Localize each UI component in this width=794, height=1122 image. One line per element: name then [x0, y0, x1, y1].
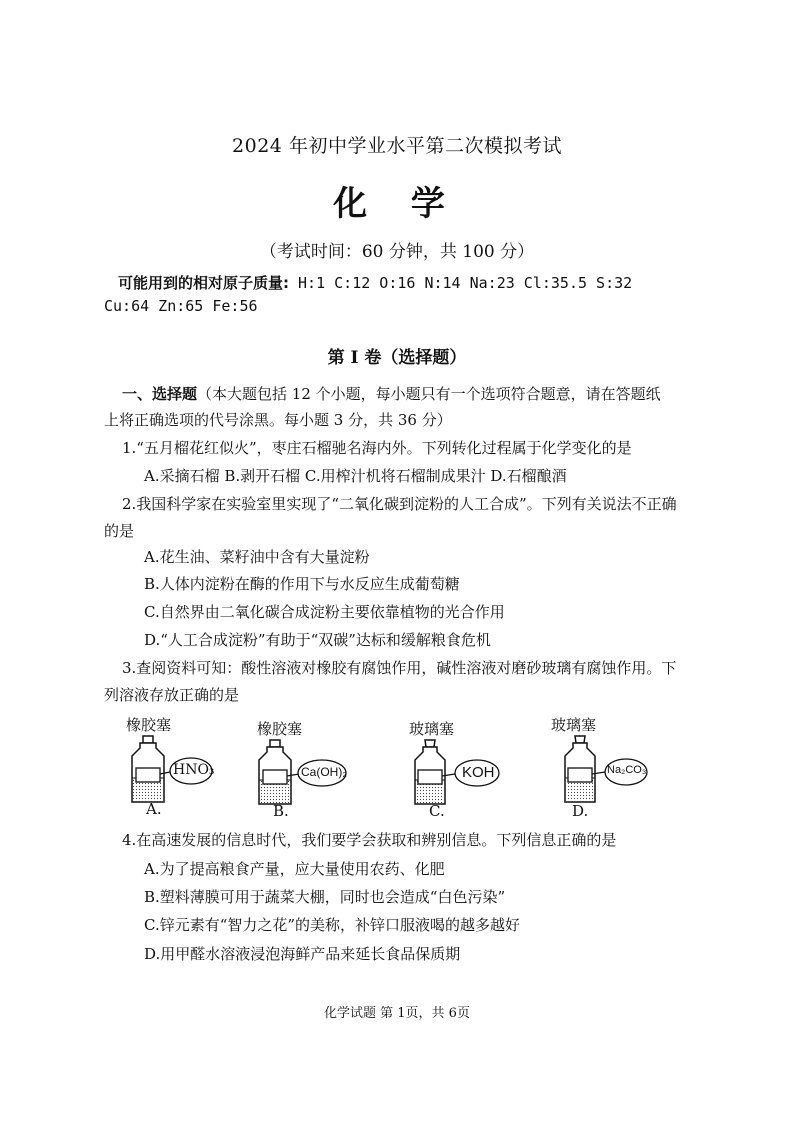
option-b-letter: B.	[273, 802, 289, 820]
atomic-mass-line-2: Cu:64 Zn:65 Fe:56	[104, 297, 258, 315]
bottle-a-stopper-label: 橡胶塞	[126, 716, 172, 734]
q4-option-a: A.为了提高粮食产量，应大量使用农药、化肥	[144, 860, 445, 878]
page-footer: 化学试题 第 1页，共 6页	[324, 1006, 470, 1021]
q1-stem: 1.“五月榴花红似火”，枣庄石榴驰名海内外。下列转化过程属于化学变化的是	[122, 439, 632, 457]
option-c-letter: C.	[429, 802, 445, 820]
q2-option-a: A.花生油、菜籽油中含有大量淀粉	[144, 548, 370, 566]
bottle-d-reagent: Na₂CO₃	[607, 764, 647, 776]
section-instruction-2: 上将正确选项的代号涂黑。每小题 3 分，共 36 分）	[104, 411, 452, 429]
q4-option-c: C.锌元素有“智力之花”的美称，补锌口服液喝的越多越好	[144, 916, 521, 934]
q4-stem: 4.在高速发展的信息时代，我们要学会获取和辨别信息。下列信息正确的是	[122, 831, 617, 849]
bottle-c-stopper-label: 玻璃塞	[409, 720, 455, 738]
q2-option-d: D.“人工合成淀粉”有助于“双碳”达标和缓解粮食危机	[144, 631, 491, 649]
q2-stem-2: 的是	[104, 522, 135, 540]
option-d-letter: D.	[572, 802, 589, 820]
bottle-a-reagent: HNO₃	[173, 762, 215, 778]
q2-option-b: B.人体内淀粉在酶的作用下与水反应生成葡萄糖	[144, 575, 460, 593]
exam-title: 2024 年初中学业水平第二次模拟考试	[232, 135, 562, 157]
section-instruction-1	[122, 383, 661, 404]
bottle-d-stopper-label: 玻璃塞	[551, 716, 597, 734]
subject-title: 化 学	[333, 184, 461, 224]
atomic-mass-label: 可能用到的相对原子质量:	[118, 274, 289, 292]
bottle-b-stopper-label: 橡胶塞	[257, 720, 303, 738]
q1-options: A.采摘石榴 B.剥开石榴 C.用榨汁机将石榴制成果汁 D.石榴酿酒	[144, 467, 567, 485]
volume-title: 第 I 卷（选择题）	[327, 348, 467, 368]
q4-option-b: B.塑料薄膜可用于蔬菜大棚，同时也会造成“白色污染”	[144, 888, 506, 906]
atomic-mass-values-1: H:1 C:12 O:16 N:14 Na:23 Cl:35.5 S:32	[289, 274, 633, 292]
q2-stem-1: 2.我国科学家在实验室里实现了“二氧化碳到淀粉的人工合成”。下列有关说法不正确	[122, 495, 677, 513]
atomic-mass-line-1	[118, 272, 632, 293]
bottle-b-reagent: Ca(OH)₂	[301, 765, 347, 779]
q2-option-c: C.自然界由二氧化碳合成淀粉主要依靠植物的光合作用	[144, 603, 505, 621]
bottle-c-reagent: KOH	[462, 764, 495, 781]
q3-stem-2: 列溶液存放正确的是	[104, 686, 240, 704]
section-instruction-text-1: （本大题包括 12 个小题，每小题只有一个选项符合题意，请在答题纸	[197, 385, 661, 403]
section-heading: 一、选择题	[122, 385, 198, 403]
q4-option-d: D.用甲醛水溶液浸泡海鲜产品来延长食品保质期	[144, 945, 461, 963]
exam-time: （考试时间：60 分钟，共 100 分）	[259, 242, 535, 262]
option-a-letter: A.	[146, 800, 162, 818]
q3-stem-1: 3.查阅资料可知：酸性溶液对橡胶有腐蚀作用，碱性溶液对磨砂玻璃有腐蚀作用。下	[122, 659, 677, 677]
